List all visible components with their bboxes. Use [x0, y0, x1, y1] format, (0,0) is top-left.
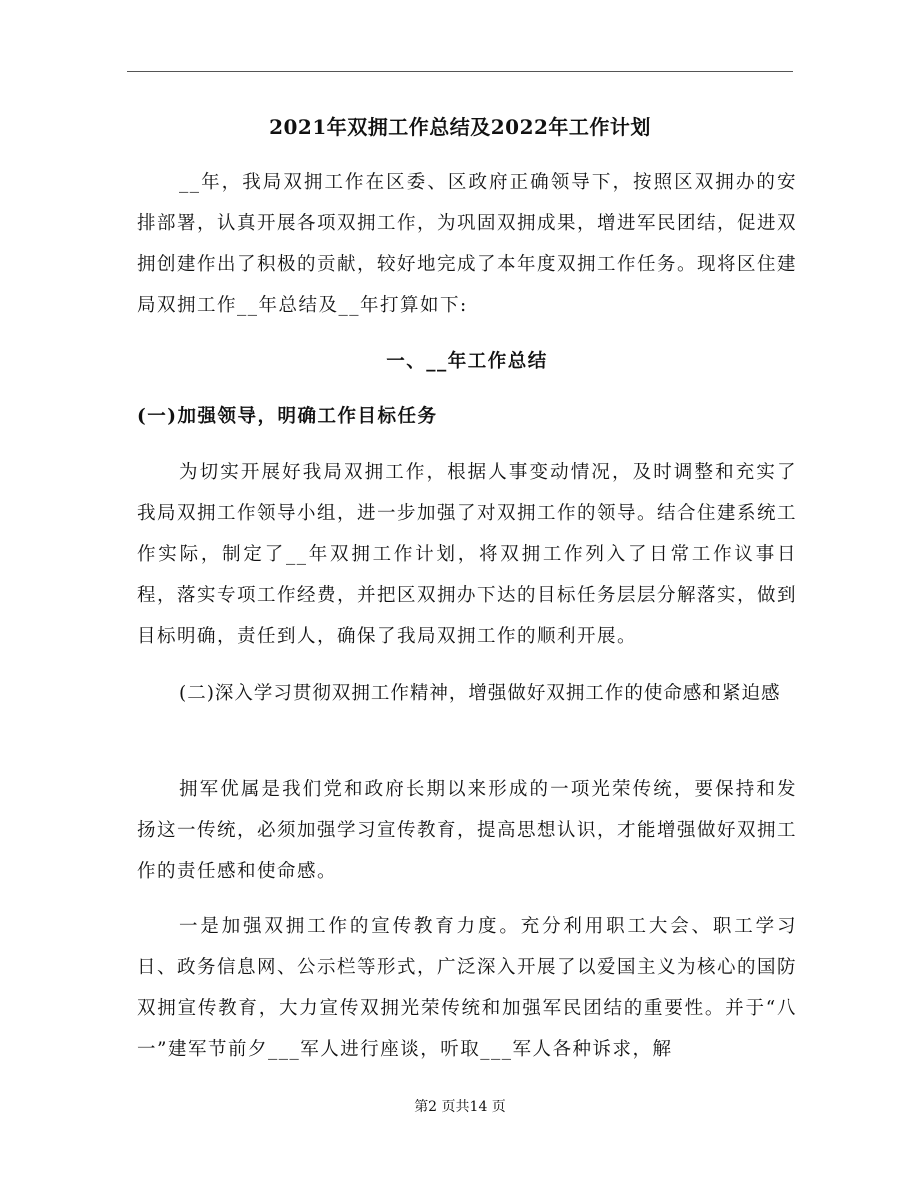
document-title: 2021年双拥工作总结及2022年工作计划 [269, 115, 651, 139]
subsection-2-point-1: 一是加强双拥工作的宣传教育力度。充分利用职工大会、职工学习日、政务信息网、公示栏等形式，广泛深入开展了以爱国主义为核心的国防双拥宣传教育，大力宣传双拥光荣传统和加强军民团结的重要性。并于“八一”建军节前夕___军人进行座谈，听取___军人各种诉求，解 [137, 916, 798, 1060]
section-heading-1: 一、__年工作总结 [386, 351, 548, 372]
subsection-heading-1: (一)加强领导，明确工作目标任务 [137, 406, 438, 427]
subsection-1-paragraph: 为切实开展好我局双拥工作，根据人事变动情况，及时调整和充实了我局双拥工作领导小组，进一步加强了对双拥工作的领导。结合住建系统工作实际，制定了__年双拥工作计划，将双拥工作列入了日常工作议事日程，落实专项工作经费，并把区双拥办下达的目标任务层层分解落实，做到目标明确，责任到人，确保了我局双拥工作的顺利开展。 [137, 462, 798, 647]
page-number: 第2 页共14 页 [414, 1099, 506, 1115]
subsection-2-paragraph: 拥军优属是我们党和政府长期以来形成的一项光荣传统，要保持和发扬这一传统，必须加强学习宣传教育，提高思想认识，才能增强做好双拥工作的责任感和使命感。 [137, 779, 798, 882]
header-rule [127, 71, 793, 72]
subsection-heading-2: (二)深入学习贯彻双拥工作精神，增强做好双拥工作的使命感和紧迫感 [179, 683, 781, 704]
intro-paragraph: __年，我局双拥工作在区委、区政府正确领导下，按照区双拥办的安排部署，认真开展各项双拥工作，为巩固双拥成果，增进军民团结，促进双拥创建作出了积极的贡献，较好地完成了本年度双拥工作任务。现将区住建局双拥工作__年总结及__年打算如下: [137, 172, 798, 316]
